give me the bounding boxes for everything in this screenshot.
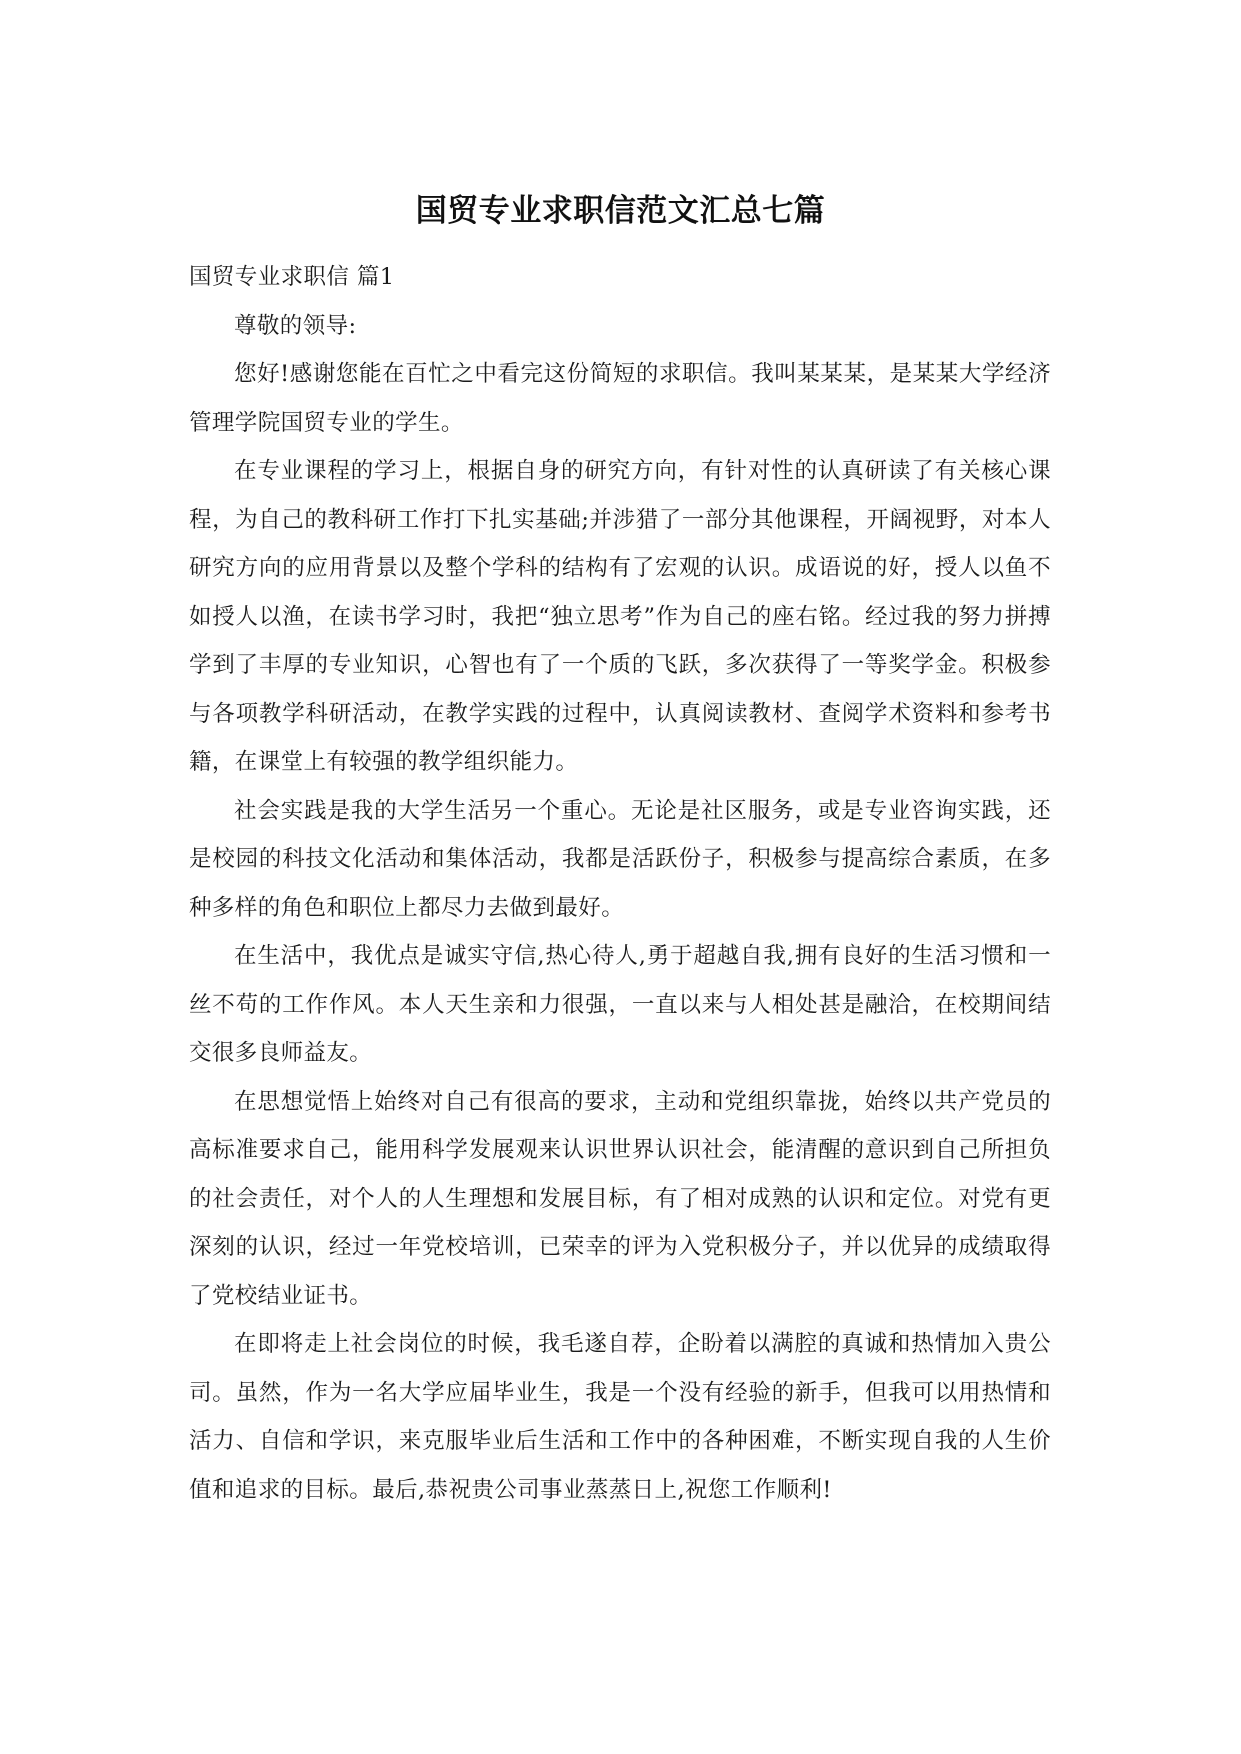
paragraph-social-practice: 社会实践是我的大学生活另一个重心。无论是社区服务，或是专业咨询实践，还是校园的科技文化活动和集体活动，我都是活跃份子，积极参与提高综合素质，在多种多样的角色和职位上都尽力去做到最好。 [189, 797, 1051, 921]
document-title: 国贸专业求职信范文汇总七篇 [415, 193, 826, 229]
section-heading: 国贸专业求职信 篇1 [189, 264, 395, 290]
paragraph-life: 在生活中，我优点是诚实守信,热心待人,勇于超越自我,拥有良好的生活习惯和一丝不苟的工作作风。本人天生亲和力很强，一直以来与人相处甚是融洽，在校期间结交很多良师益友。 [189, 943, 1051, 1066]
salutation: 尊敬的领导: [234, 312, 357, 339]
paragraph-greeting: 您好!感谢您能在百忙之中看完这份简短的求职信。我叫某某某，是某某大学经济管理学院国贸专业的学生。 [189, 361, 1051, 436]
paragraph-closing: 在即将走上社会岗位的时候，我毛遂自荐，企盼着以满腔的真诚和热情加入贵公司。虽然，作为一名大学应届毕业生，我是一个没有经验的新手，但我可以用热情和活力、自信和学识，来克服毕业后生活和工作中的各种困难，不断实现自我的人生价值和追求的目标。最后,恭祝贵公司事业蒸蒸日上,祝您工作顺利! [189, 1331, 1051, 1503]
document-body [189, 253, 1051, 1514]
paragraph-ideology: 在思想觉悟上始终对自己有很高的要求，主动和党组织靠拢，始终以共产党员的高标准要求自己，能用科学发展观来认识世界认识社会，能清醒的意识到自己所担负的社会责任，对个人的人生理想和发展目标，有了相对成熟的认识和定位。对党有更深刻的认识，经过一年党校培训，已荣幸的评为入党积极分子，并以优异的成绩取得了党校结业证书。 [189, 1088, 1051, 1309]
paragraph-study: 在专业课程的学习上，根据自身的研究方向，有针对性的认真研读了有关核心课程，为自己的教科研工作打下扎实基础;并涉猎了一部分其他课程，开阔视野，对本人研究方向的应用背景以及整个学科的结构有了宏观的认识。成语说的好，授人以鱼不如授人以渔，在读书学习时，我把“独立思考”作为自己的座右铭。经过我的努力拼搏学到了丰厚的专业知识，心智也有了一个质的飞跃，多次获得了一等奖学金。积极参与各项教学科研活动，在教学实践的过程中，认真阅读教材、查阅学术资料和参考书籍，在课堂上有较强的教学组织能力。 [189, 458, 1051, 775]
